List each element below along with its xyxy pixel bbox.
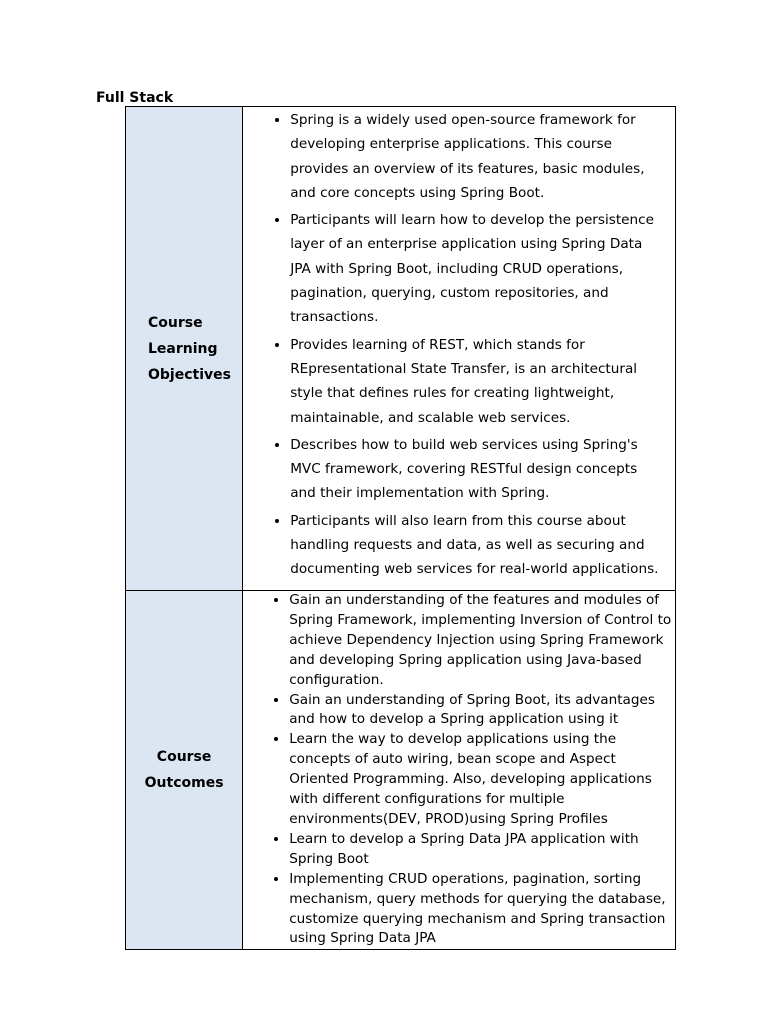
outcomes-content-cell [243,591,676,950]
outcomes-label-cell [126,591,243,950]
outcomes-list [243,591,675,949]
list-item: • Participants will also learn from this course about handling requests and data, as well as securing and documenting web services for real-world applications. [290,509,667,582]
course-table [125,106,676,950]
list-item: • Provides learning of REST, which stands for REpresentational State Transfer, is an architectural style that defines rules for creating lightweight, maintainable, and scalable web services. [290,333,667,430]
list-item: • Participants will learn how to develop the persistence layer of an enterprise application using Spring Data JPA with Spring Boot, including CRUD operations, pagination, querying, custom repositories, and transactions. [290,208,667,329]
list-item: • Gain an understanding of Spring Boot, its advantages and how to develop a Spring application using it [289,691,672,731]
list-item: • Describes how to build web services using Spring's MVC framework, covering RESTful design concepts and their implementation with Spring. [290,433,667,506]
document-title: Full Stack [96,90,174,106]
list-item: • Spring is a widely used open-source framework for developing enterprise applications. This course provides an overview of its features, basic modules, and core concepts using Spring Boot. [290,108,667,205]
list-item: • Learn to develop a Spring Data JPA application with Spring Boot [289,830,672,870]
objectives-list [243,108,675,582]
list-item: • Implementing CRUD operations, pagination, sorting mechanism, query methods for querying the database, customize querying mechanism and Spring transaction using Spring Data JPA [289,870,672,950]
objectives-label: Course Learning Objectives [148,314,231,383]
table-row-objectives [126,107,676,591]
list-item: • Gain an understanding of the features and modules of Spring Framework, implementing Inversion of Control to achieve Dependency Injection using Spring Framework and developing Spring application using Java-based configuration. [289,591,672,691]
outcomes-label: Course Outcomes [144,749,224,792]
objectives-label-cell [126,107,243,591]
table-row-outcomes [126,591,676,950]
list-item: • Learn the way to develop applications using the concepts of auto wiring, bean scope and Aspect Oriented Programming. Also, developing applications with different configurations for multiple environments(DEV, PROD)using Spring Profiles [289,730,672,830]
objectives-content-cell [243,107,676,591]
